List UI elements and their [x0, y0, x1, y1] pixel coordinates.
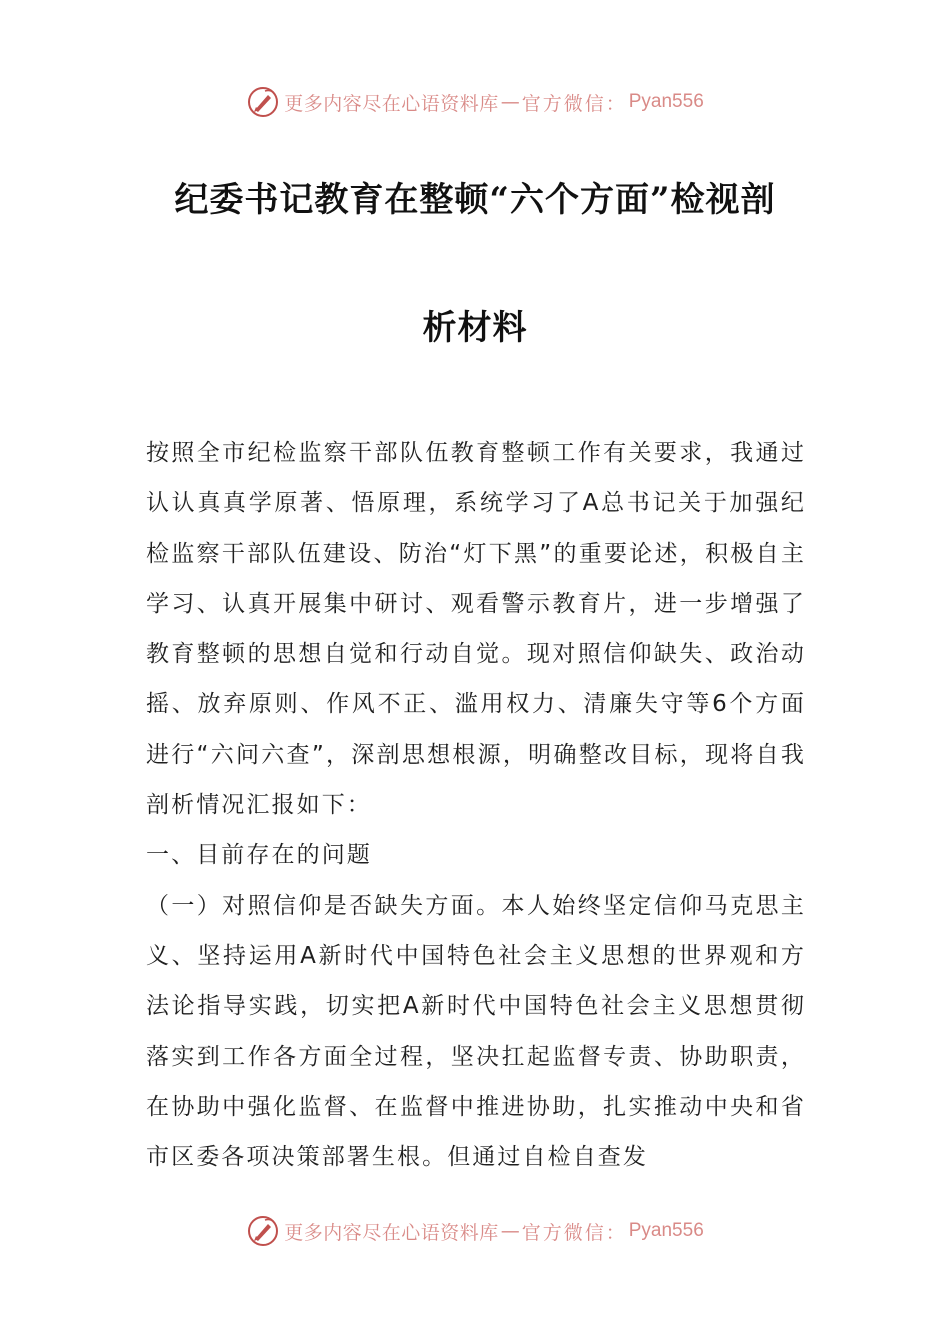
- paragraph-1: （一）对照信仰是否缺失方面。本人始终坚定信仰马克思主义、坚持运用A新时代中国特色社会主义思想的世界观和方法论指导实践，切实把A新时代中国特色社会主义思想贯彻落实到工作各方面全过程，坚决扛起监督专责、协助职责，在协助中强化监督、在监督中推进协助，扎实推动中央和省市区委各项决策部署生根。但通过自检自查发: [146, 892, 806, 1171]
- pen-nib-icon: [246, 85, 280, 119]
- footer-banner: [0, 1211, 950, 1251]
- wechat-label: 官方微信：: [521, 92, 627, 115]
- banner-separator: —: [500, 1220, 520, 1242]
- document-body: [146, 428, 806, 1182]
- header-banner: [0, 82, 950, 122]
- banner-text: 更多内容尽在心语资料库: [284, 1221, 499, 1244]
- banner-text: 更多内容尽在心语资料库: [284, 92, 499, 115]
- document-title-line1: 纪委书记教育在整顿“六个方面”检视剖: [174, 180, 776, 220]
- pen-nib-icon: [246, 1214, 280, 1248]
- section-heading: 一、目前存在的问题: [146, 842, 372, 869]
- wechat-id: Pyan556: [628, 91, 704, 112]
- banner-separator: —: [500, 91, 520, 113]
- wechat-label: 官方微信：: [521, 1221, 627, 1244]
- document-title-line2: 析材料: [422, 308, 528, 348]
- wechat-id: Pyan556: [628, 1220, 704, 1241]
- intro-paragraph: 按照全市纪检监察干部队伍教育整顿工作有关要求，我通过认认真真学原著、悟原理，系统学习了A总书记关于加强纪检监察干部队伍建设、防治“灯下黑”的重要论述，积极自主学习、认真开展集中研讨、观看警示教育片，进一步增强了教育整顿的思想自觉和行动自觉。现对照信仰缺失、政治动摇、放弃原则、作风不正、滥用权力、清廉失守等6个方面进行“六问六查”，深剖思想根源，明确整改目标，现将自我剖析情况汇报如下：: [146, 440, 806, 819]
